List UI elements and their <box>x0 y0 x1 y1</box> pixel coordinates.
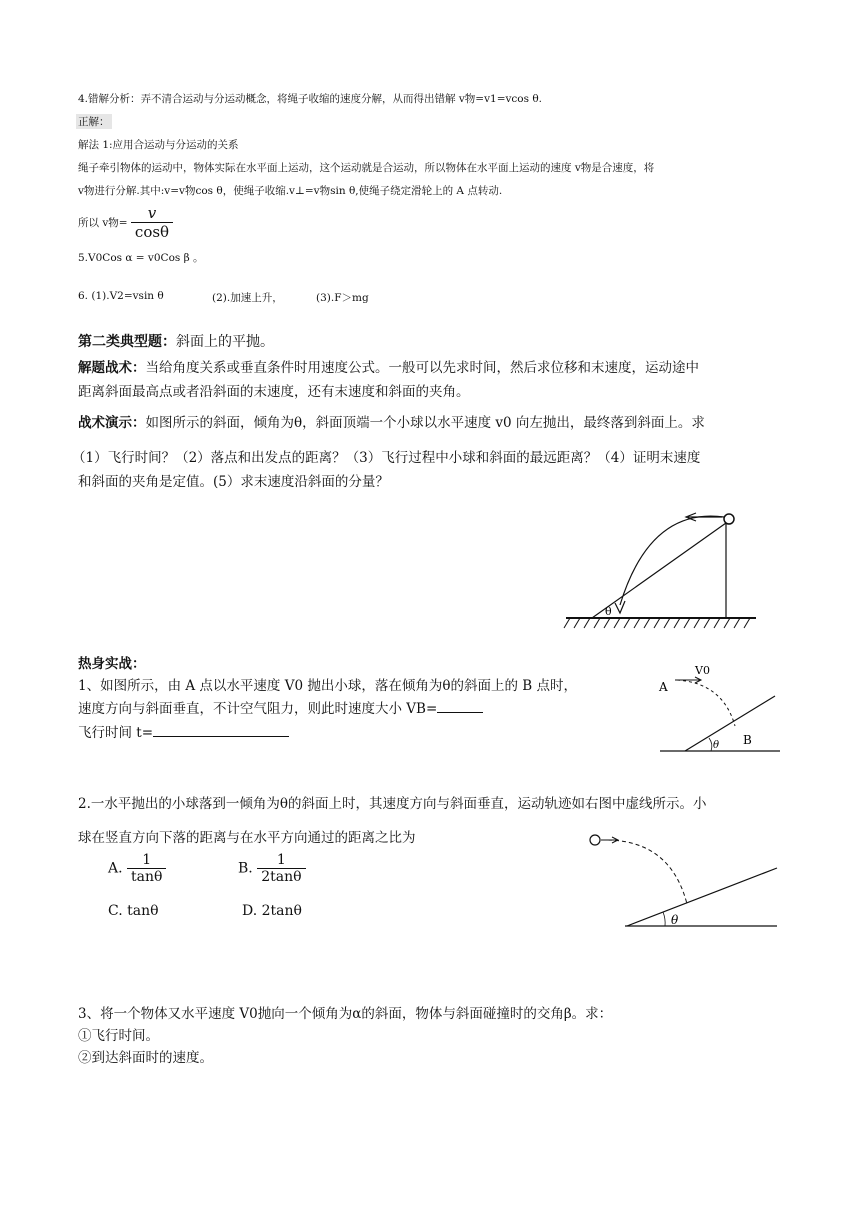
q1-theta-label: θ <box>713 740 720 751</box>
option-b-label: B. <box>238 860 253 877</box>
tactic-label: 解题战术： <box>78 360 146 376</box>
correct-solution-label: 正解： <box>78 116 110 128</box>
q3-line-3: ②到达斜面时的速度。 <box>78 1050 213 1066</box>
q1-velocity-blank[interactable] <box>437 712 483 713</box>
q1-time-blank[interactable] <box>153 736 289 737</box>
q2-dashed-trajectory <box>601 840 687 904</box>
option-b-num: 1 <box>257 852 305 869</box>
option-d[interactable]: D. 2tanθ <box>242 903 302 919</box>
q2-line-1: 2.一水平抛出的小球落到一倾角为θ的斜面上时，其速度方向与斜面垂直，运动轨迹如右图中虚线所示。小 <box>78 796 707 812</box>
fraction-numerator: v <box>131 204 173 223</box>
demo-line-3: 和斜面的夹角是定值。(5）求末速度沿斜面的分量？ <box>78 474 389 490</box>
type2-heading <box>78 331 274 351</box>
sec4-error-analysis: 4.错解分析：弄不清合运动与分运动概念，将绳子收缩的速度分解，从而得出错解 v物=v1=vcos θ. <box>78 93 543 105</box>
option-b-den: 2tanθ <box>261 869 302 885</box>
option-a-num: 1 <box>127 852 166 869</box>
q3-line-2: ①飞行时间。 <box>78 1028 159 1044</box>
velocity-fraction <box>131 204 173 241</box>
q2-incline-figure <box>585 828 785 933</box>
q1-line-3 <box>78 721 289 741</box>
warmup-title: 热身实战： <box>78 656 146 672</box>
ball-icon <box>724 514 734 524</box>
q1-incline-surface <box>685 696 775 751</box>
type2-heading-bold: 第二类典型题： <box>78 334 176 350</box>
q2-incline-surface <box>627 868 777 926</box>
option-a[interactable] <box>108 852 166 885</box>
sec4-paragraph-b: v物进行分解.其中:v=v物cos θ，使绳子收缩.v⊥=v物sin θ,使绳子绕定滑轮上的 A 点转动. <box>78 185 503 197</box>
q3-line-1: 3、将一个物体又水平速度 V0抛向一个倾角为α的斜面，物体与斜面碰撞时的交角β。求： <box>78 1006 613 1022</box>
demo-line-1 <box>78 411 705 431</box>
q1-time-prompt: 飞行时间 t= <box>78 725 154 741</box>
sec6-part1: 6. (1).V2=vsin θ <box>78 290 164 302</box>
sec4-result-prefix: 所以 v物= <box>78 217 128 229</box>
demo-line-2: （1）飞行时间？（2）落点和出发点的距离？（3）飞行过程中小球和斜面的最远距离？（4）证明末速度 <box>72 450 701 466</box>
q2-ball-icon <box>590 835 600 845</box>
q2-line-2: 球在竖直方向下落的距离与在水平方向通过的距离之比为 <box>78 830 416 846</box>
q1-line-2 <box>78 697 483 717</box>
q1-point-a: A <box>659 680 668 694</box>
sec6-part3: (3).F＞mg <box>316 292 369 304</box>
q1-point-b: B <box>743 733 752 747</box>
incline-surface <box>592 523 726 618</box>
option-b-fraction <box>257 852 305 885</box>
option-c[interactable]: C. tanθ <box>108 903 159 919</box>
sec4-paragraph-a: 绳子牵引物体的运动中，物体实际在水平面上运动，这个运动就是合运动，所以物体在水平面上运动的速度 v物是合速度，将 <box>78 162 655 174</box>
q1-dashed-trajectory <box>677 680 735 726</box>
sec4-result <box>78 204 173 241</box>
tactic-line-1 <box>78 356 699 376</box>
q1-velocity-prompt: 速度方向与斜面垂直，不计空气阻力，则此时速度大小 VB= <box>78 701 438 717</box>
option-a-den: tanθ <box>131 869 163 885</box>
demo-label: 战术演示： <box>78 415 146 431</box>
demo-text-1: 如图所示的斜面，倾角为θ，斜面顶端一个小球以水平速度 v0 向左抛出，最终落到斜面上。求 <box>145 415 705 431</box>
trajectory-curve <box>620 516 724 605</box>
sec6-part2: (2).加速上升， <box>212 292 283 304</box>
q1-v0-label: V0 <box>695 664 710 677</box>
option-a-label: A. <box>108 860 123 877</box>
type2-heading-rest: 斜面上的平抛。 <box>176 334 274 350</box>
method-1-title: 解法 1:应用合运动与分运动的关系 <box>78 139 239 151</box>
tactic-text-1: 当给角度关系或垂直条件时用速度公式。一般可以先求时间，然后求位移和末速度，运动途中 <box>145 360 699 376</box>
incline-projectile-figure <box>560 505 760 635</box>
fig-theta-label: θ <box>605 605 612 618</box>
option-a-fraction <box>127 852 166 885</box>
q1-incline-figure <box>655 658 785 758</box>
q2-theta-label: θ <box>671 913 679 927</box>
tactic-line-2: 距离斜面最高点或者沿斜面的末速度，还有末速度和斜面的夹角。 <box>78 384 470 400</box>
sec5-line: 5.V0Cos α = v0Cos β 。 <box>78 252 204 264</box>
option-b[interactable] <box>238 852 306 885</box>
q1-line-1: 1、如图所示，由 A 点以水平速度 V0 抛出小球，落在倾角为θ的斜面上的 B 点时， <box>78 678 577 694</box>
fraction-denominator: cosθ <box>134 223 170 241</box>
